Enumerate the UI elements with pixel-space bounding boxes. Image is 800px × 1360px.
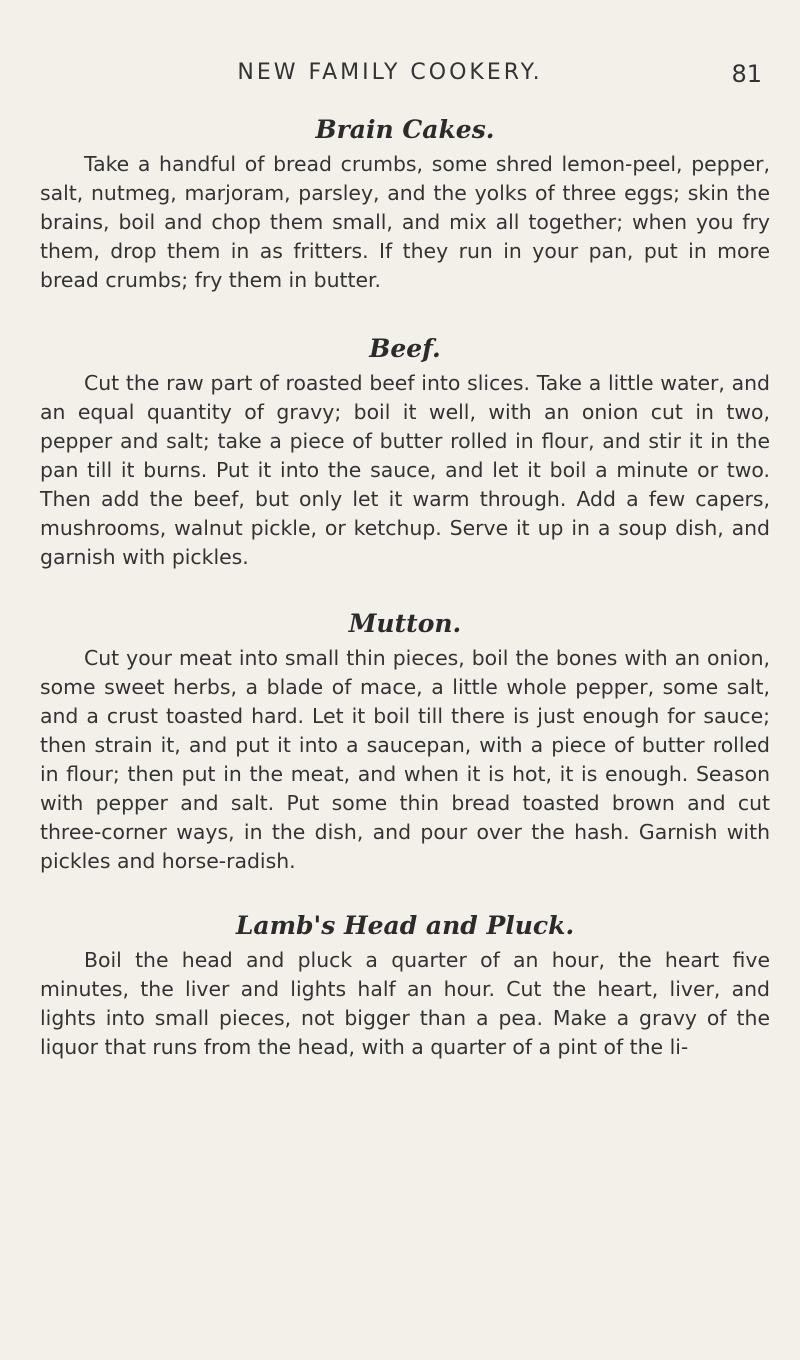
section-gap [40, 876, 770, 906]
recipe-title: Brain Cakes. [315, 115, 495, 144]
running-title: NEW FAMILY COOKERY. [237, 60, 543, 85]
recipe-text: Cut your meat into small thin pieces, boil the bones with an onion, some sweet herbs, a blade of mace, a little whole pepper, some salt, and a crust toasted hard. Let it boil till there is just enough for sauce; then strain it, and put it into a saucepan, with a piece of butter rolled in flour; then put in the meat, and when it is hot, it is enough. Season with pepper and salt. Put some thin bread toasted brown and cut three-corner ways, in the dish, and pour over the hash. Garnish with pickles and horse-radish. [40, 646, 770, 873]
recipe-title: Lamb's Head and Pluck. [235, 911, 575, 940]
recipe-title: Mutton. [348, 609, 462, 638]
running-head [0, 60, 800, 100]
section-gap [40, 295, 770, 329]
recipe-beef [40, 329, 770, 572]
recipe-brain-cakes [40, 110, 770, 295]
section-gap [40, 572, 770, 604]
recipe-text: Boil the head and pluck a quarter of an hour, the heart five minutes, the liver and lights half an hour. Cut the heart, liver, and lights into small pieces, not bigger than a pea. Make a gravy of the liquor that runs from the head, with a quarter of a pint of the li- [40, 948, 770, 1059]
recipe-lambs-head [40, 906, 770, 1062]
recipe-mutton [40, 604, 770, 876]
recipe-title: Beef. [369, 334, 441, 363]
page-body [40, 110, 770, 1062]
recipe-text: Take a handful of bread crumbs, some shred lemon-peel, pepper, salt, nutmeg, marjoram, parsley, and the yolks of three eggs; skin the brains, boil and chop them small, and mix all together; when you fry them, drop them in as fritters. If they run in your pan, put in more bread crumbs; fry them in butter. [40, 152, 770, 292]
page-number: 81 [731, 60, 762, 88]
recipe-text: Cut the raw part of roasted beef into slices. Take a little water, and an equal quantity of gravy; boil it well, with an onion cut in two, pepper and salt; take a piece of butter rolled in flour, and stir it in the pan till it burns. Put it into the sauce, and let it boil a minute or two. Then add the beef, but only let it warm through. Add a few capers, mushrooms, walnut pickle, or ketchup. Serve it up in a soup dish, and garnish with pickles. [40, 371, 770, 569]
